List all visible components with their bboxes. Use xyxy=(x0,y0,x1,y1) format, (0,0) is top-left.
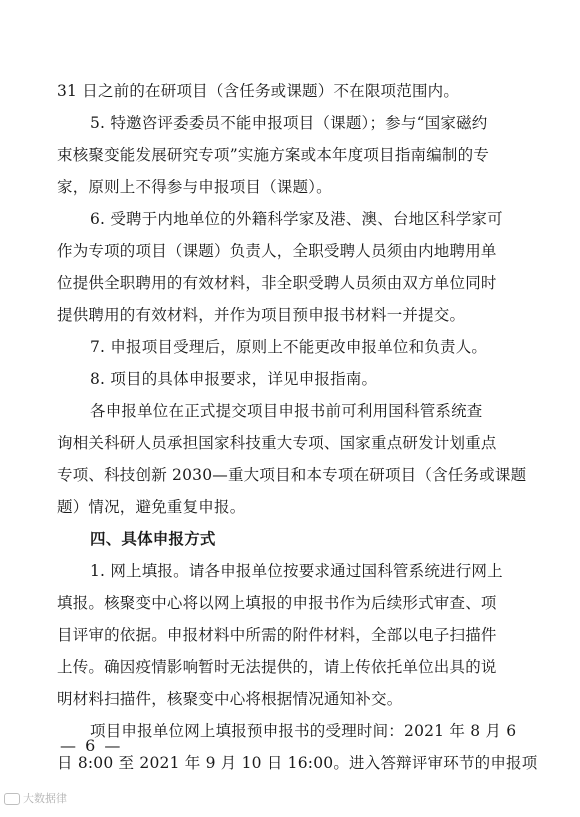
body-line-7: 位提供全职聘用的有效材料，非全职受聘人员须由双方单位同时 xyxy=(57,274,497,292)
body-line-16: 1. 网上填报。请各申报单位按要求通过国科管系统进行网上 xyxy=(90,562,503,580)
body-line-13: 专项、科技创新 2030—重大项目和本专项在研项目（含任务或课题 xyxy=(57,466,527,484)
body-line-19: 上传。确因疫情影响暂时无法提供的，请上传依托单位出具的说 xyxy=(57,658,497,676)
body-line-10: 8. 项目的具体申报要求，详见申报指南。 xyxy=(90,370,378,388)
body-line-5: 6. 受聘于内地单位的外籍科学家及港、澳、台地区科学家可 xyxy=(90,210,503,228)
body-line-8: 提供聘用的有效材料，并作为项目预申报书材料一并提交。 xyxy=(57,306,466,324)
body-line-11: 各申报单位在正式提交项目申报书前可利用国科管系统查 xyxy=(90,402,483,420)
watermark xyxy=(4,790,67,806)
body-line-1: 31 日之前的在研项目（含任务或课题）不在限项范围内。 xyxy=(57,82,460,100)
page-number: — 6 — xyxy=(60,736,123,755)
watermark-text: 大数据律 xyxy=(23,792,67,805)
body-line-12: 询相关科研人员承担国家科技重大专项、国家重点研发计划重点 xyxy=(57,434,497,452)
watermark-logo-icon xyxy=(4,793,20,805)
body-line-6: 作为专项的项目（课题）负责人，全职受聘人员须由内地聘用单 xyxy=(57,242,497,260)
body-line-9: 7. 申报项目受理后，原则上不能更改申报单位和负责人。 xyxy=(90,338,488,356)
body-line-22: 日 8:00 至 2021 年 9 月 10 日 16:00。进入答辩评审环节的申报项 xyxy=(57,754,538,772)
body-line-18: 目评审的依据。申报材料中所需的附件材料，全部以电子扫描件 xyxy=(57,626,497,644)
body-line-21: 项目申报单位网上填报预申报书的受理时间：2021 年 8 月 6 xyxy=(90,722,517,740)
body-line-2: 5. 特邀咨评委委员不能申报项目（课题）；参与“国家磁约 xyxy=(90,114,488,132)
section-heading: 四、具体申报方式 xyxy=(90,530,216,548)
body-line-3: 束核聚变能发展研究专项”实施方案或本年度项目指南编制的专 xyxy=(57,146,490,164)
body-line-14: 题）情况，避免重复申报。 xyxy=(57,498,246,516)
body-line-4: 家，原则上不得参与申报项目（课题）。 xyxy=(57,178,332,196)
body-line-17: 填报。核聚变中心将以网上填报的申报书作为后续形式审查、项 xyxy=(57,594,497,612)
body-line-20: 明材料扫描件，核聚变中心将根据情况通知补交。 xyxy=(57,690,403,708)
